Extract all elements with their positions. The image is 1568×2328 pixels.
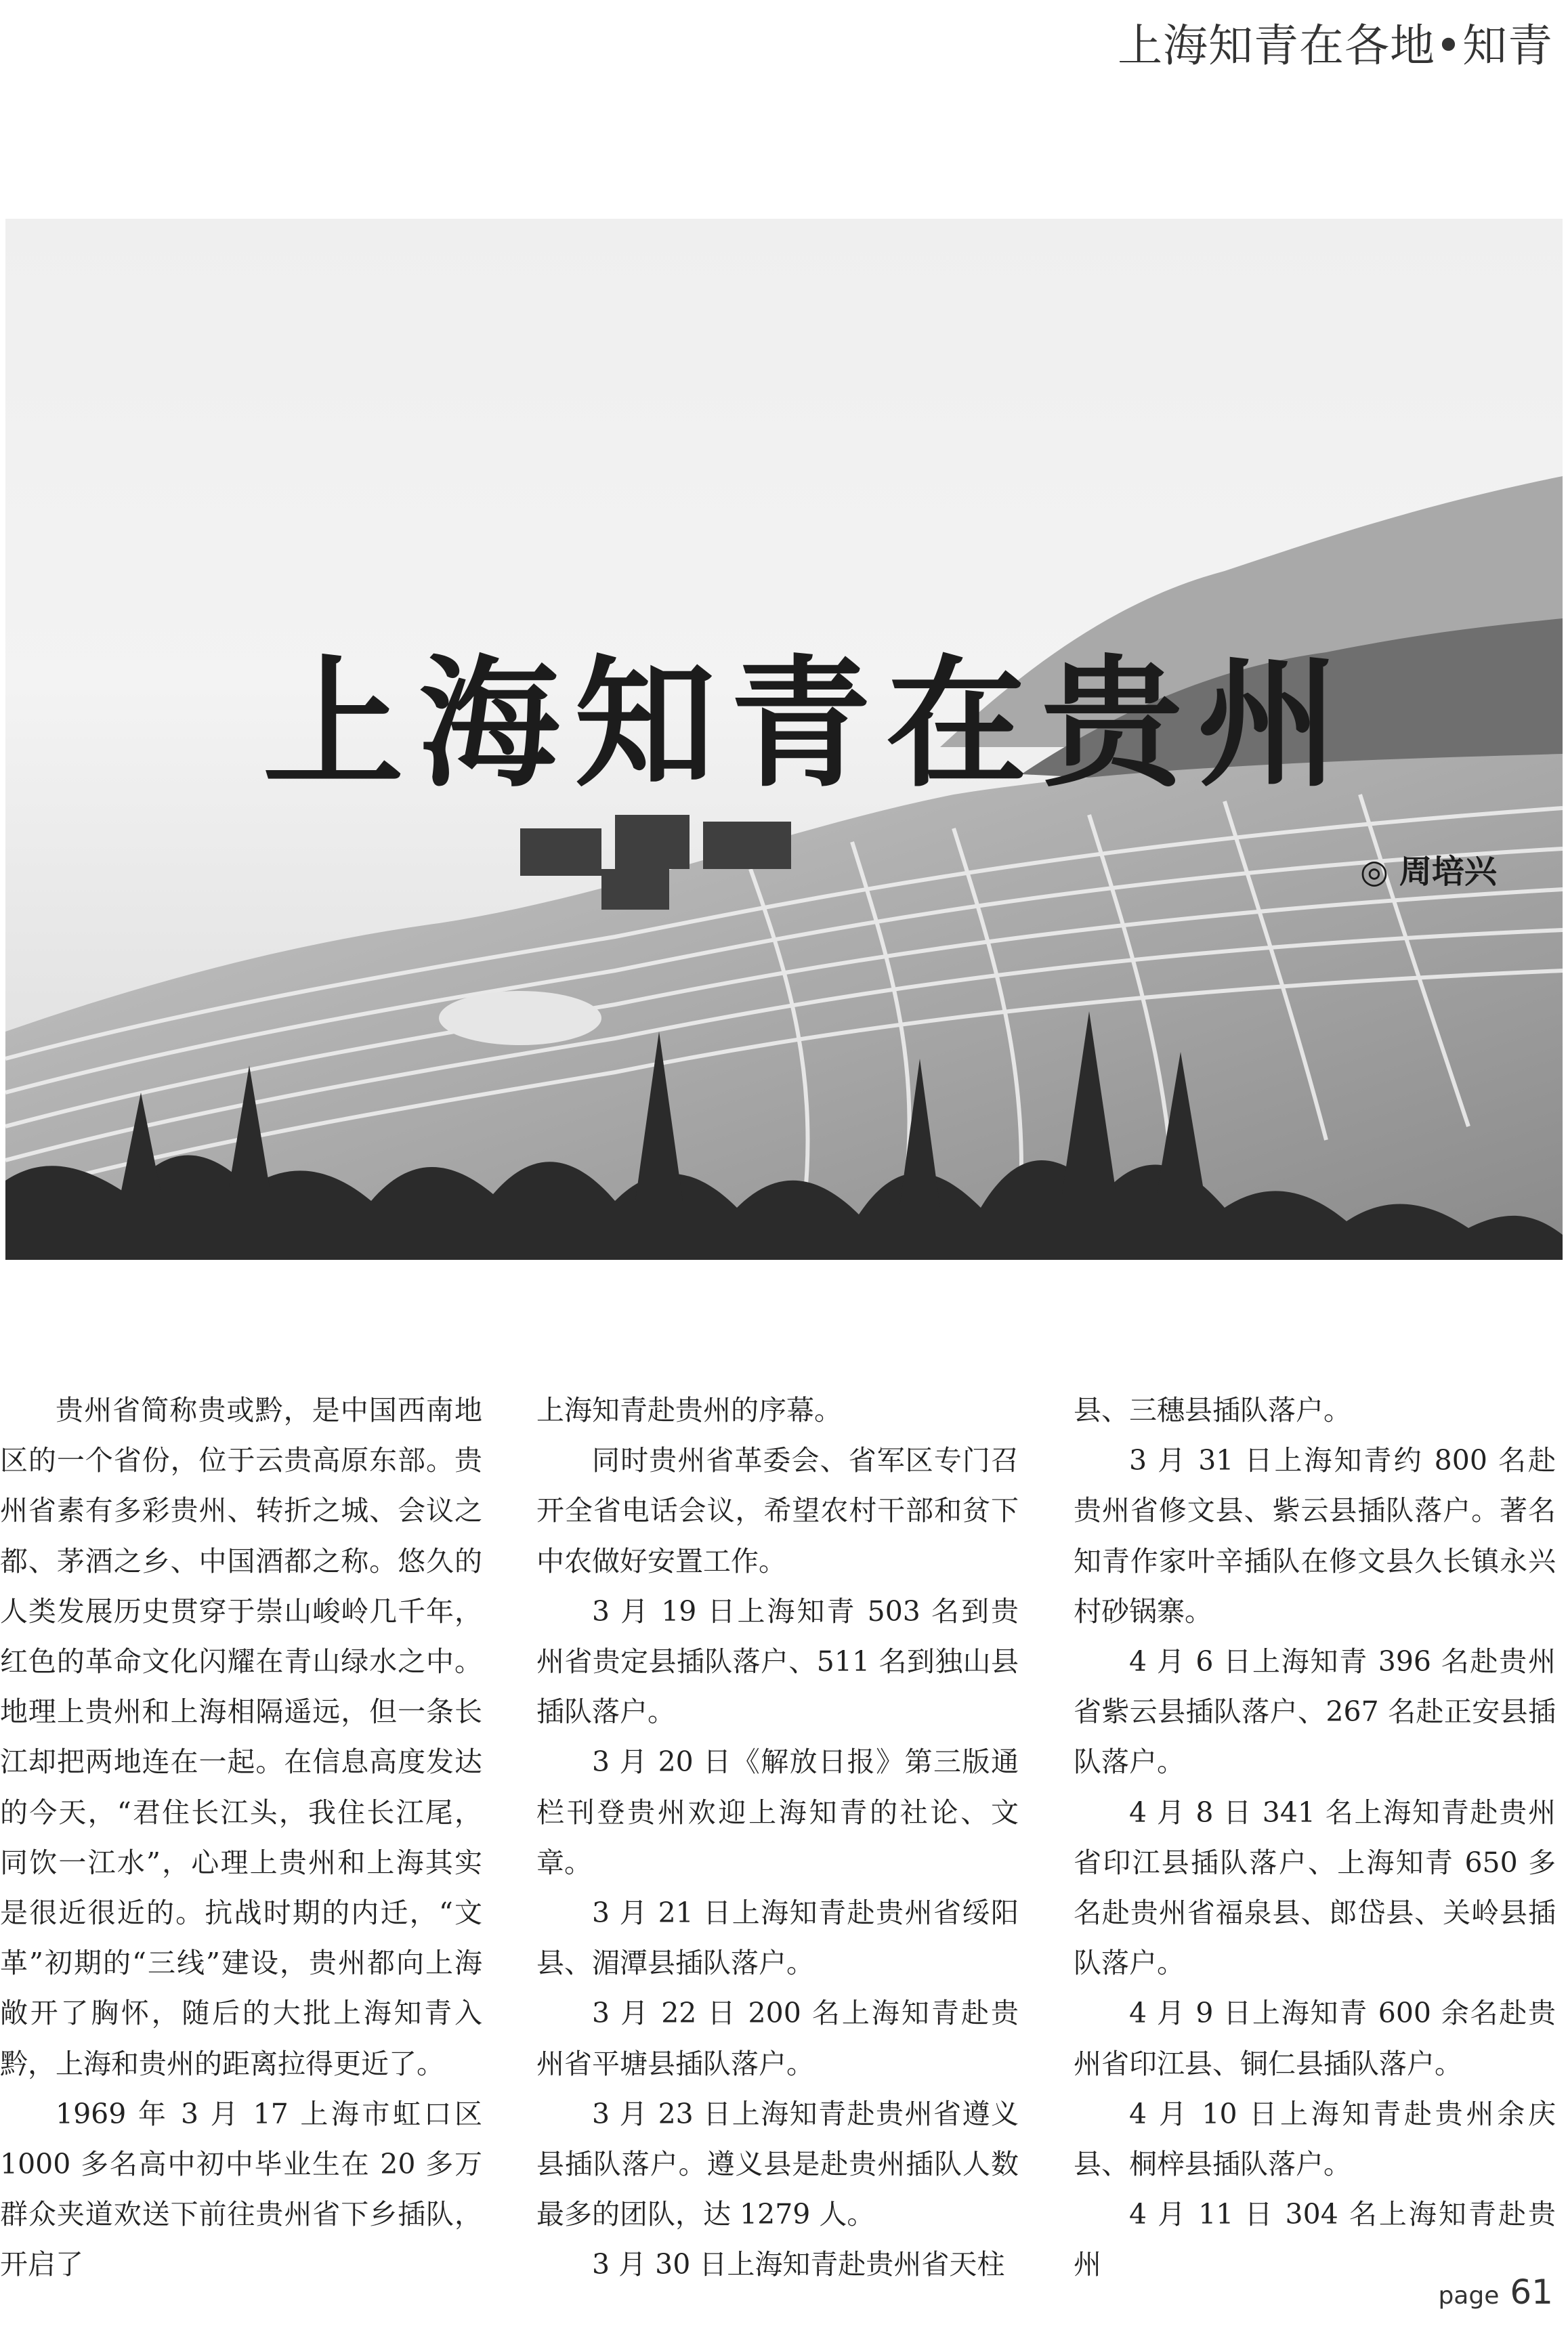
- paragraph: 县、三穗县插队落户。: [1074, 1394, 1351, 1426]
- paragraph: 4 月 6 日上海知青 396 名赴贵州省紫云县插队落户、267 名赴正安县插队落户。: [1074, 1645, 1556, 1779]
- paragraph: 4 月 8 日 341 名上海知青赴贵州省印江县插队落户、上海知青 650 多名赴贵州省福泉县、郎岱县、关岭县插队落户。: [1074, 1796, 1556, 1980]
- paragraph: 3 月 23 日上海知青赴贵州省遵义县插队落户。遵义县是赴贵州插队人数最多的团队，达 1279 人。: [536, 2097, 1019, 2231]
- page-number: 61: [1510, 2272, 1553, 2312]
- page-footer: [1438, 2272, 1553, 2312]
- paragraph: 上海知青赴贵州的序幕。: [536, 1394, 842, 1426]
- author-name: 周培兴: [1399, 853, 1497, 891]
- column-3: [1074, 1385, 1556, 2290]
- paragraph: 4 月 10 日上海知青赴贵州余庆县、桐梓县插队落户。: [1074, 2097, 1556, 2181]
- paragraph: 3 月 21 日上海知青赴贵州省绥阳县、湄潭县插队落户。: [536, 1897, 1019, 1980]
- byline-mark: ◎: [1360, 853, 1389, 891]
- paragraph: 3 月 20 日《解放日报》第三版通栏刊登贵州欢迎上海知青的社论、文章。: [536, 1745, 1019, 1879]
- paragraph: 4 月 9 日上海知青 600 余名赴贵州省印江县、铜仁县插队落户。: [1074, 1997, 1556, 2080]
- column-1: [0, 1385, 482, 2290]
- paragraph: 3 月 19 日上海知青 503 名到贵州省贵定县插队落户、511 名到独山县插队落户。: [536, 1594, 1019, 1729]
- paragraph: 贵州省简称贵或黔，是中国西南地区的一个省份，位于云贵高原东部。贵州省素有多彩贵州、转折之城、会议之都、茅酒之乡、中国酒都之称。悠久的人类发展历史贯穿于崇山峻岭几千年，红色的革命文化闪耀在青山绿水之中。地理上贵州和上海相隔遥远，但一条长江却把两地连在一起。在信息高度发达的今天，“君住长江头，我住长江尾，同饮一江水”，心理上贵州和上海其实是很近很近的。抗战时期的内迁，“文革”初期的“三线”建设，贵州都向上海敞开了胸怀，随后的大批上海知青入黔，上海和贵州的距离拉得更近了。: [0, 1394, 482, 2080]
- paragraph: 3 月 30 日上海知青赴贵州省天柱: [592, 2248, 1005, 2281]
- hero-image: [5, 219, 1563, 1260]
- author-byline: [1360, 845, 1497, 892]
- paragraph: 3 月 31 日上海知青约 800 名赴贵州省修文县、紫云县插队落户。著名知青作家叶辛插队在修文县久长镇永兴村砂锅寨。: [1074, 1444, 1556, 1628]
- paragraph: 4 月 11 日 304 名上海知青赴贵州: [1074, 2198, 1556, 2281]
- article-body: [0, 1385, 1568, 2281]
- column-2: [536, 1385, 1019, 2290]
- article-title: 上海知青在贵州: [263, 643, 1353, 807]
- paragraph: 1969 年 3 月 17 上海市虹口区 1000 多名高中初中毕业生在 20 多万群众夹道欢送下前往贵州省下乡插队，开启了: [0, 2097, 482, 2281]
- paragraph: 同时贵州省革委会、省军区专门召开全省电话会议，希望农村干部和贫下中农做好安置工作。: [536, 1444, 1019, 1578]
- running-head: 上海知青在各地•知青: [1118, 20, 1553, 72]
- paragraph: 3 月 22 日 200 名上海知青赴贵州省平塘县插队落户。: [536, 1997, 1019, 2080]
- page-word: page: [1438, 2282, 1500, 2310]
